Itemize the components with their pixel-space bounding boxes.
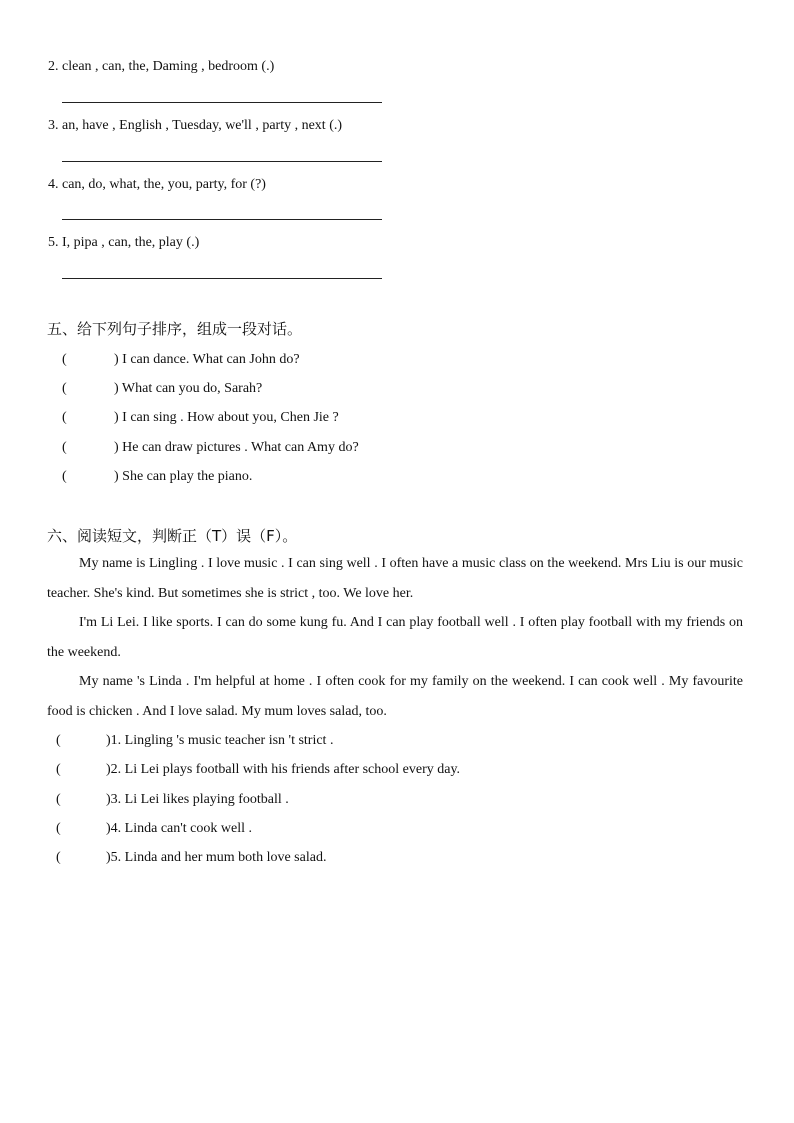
dialogue-line-2[interactable]: [62, 380, 262, 398]
reorder-item-2: 2. clean , can, the, Daming , bedroom (.): [48, 59, 275, 74]
tf-question-5[interactable]: [56, 849, 326, 867]
reading-paragraph-3: [47, 667, 743, 726]
reading-paragraph-1: [47, 549, 743, 608]
dialogue-text: ) I can sing . How about you, Chen Jie ?: [114, 410, 339, 425]
reorder-item-3: 3. an, have , English , Tuesday, we'll , party , next (.): [48, 118, 343, 133]
tf-question-1[interactable]: [56, 732, 333, 750]
answer-paren: (: [56, 792, 61, 807]
section-6-heading: 六、阅读短文，判断正（T）误（F）。: [47, 527, 298, 545]
answer-line-2[interactable]: [62, 102, 382, 103]
question-text: )4. Linda can't cook well .: [106, 821, 252, 836]
answer-line-5[interactable]: [62, 278, 382, 279]
question-text: )5. Linda and her mum both love salad.: [106, 850, 327, 865]
tf-question-4[interactable]: [56, 820, 252, 838]
answer-paren: (: [62, 440, 67, 455]
dialogue-text: ) She can play the piano.: [114, 469, 253, 484]
answer-paren: (: [56, 733, 61, 748]
dialogue-line-4[interactable]: [62, 439, 359, 457]
reorder-item-5: 5. I, pipa , can, the, play (.): [48, 235, 200, 250]
section-5-heading: 五、给下列句子排序，组成一段对话。: [47, 320, 303, 338]
answer-paren: (: [62, 410, 67, 425]
question-text: )1. Lingling 's music teacher isn 't strict .: [106, 733, 334, 748]
question-text: )2. Li Lei plays football with his friends after school every day.: [106, 762, 461, 777]
answer-line-4[interactable]: [62, 219, 382, 220]
question-text: )3. Li Lei likes playing football .: [106, 792, 289, 807]
paragraph-text: My name is Lingling . I love music . I can sing well . I often have a music class on the weekend. Mrs Liu is our music teacher. She's kind. But sometimes she is strict , too. We love her.: [47, 556, 743, 601]
paragraph-text: I'm Li Lei. I like sports. I can do some kung fu. And I can play football well . I often play football with my friends on the weekend.: [47, 615, 743, 660]
dialogue-line-3[interactable]: [62, 409, 339, 427]
reading-paragraph-2: [47, 608, 743, 667]
answer-paren: (: [56, 762, 61, 777]
paragraph-text: My name 's Linda . I'm helpful at home . I often cook for my family on the weekend. I can cook well . My favourite food is chicken . And I love salad. My mum loves salad, too.: [47, 674, 743, 719]
dialogue-text: ) I can dance. What can John do?: [114, 352, 300, 367]
dialogue-line-1[interactable]: [62, 351, 300, 369]
answer-paren: (: [62, 381, 67, 396]
dialogue-text: ) He can draw pictures . What can Amy do?: [114, 440, 359, 455]
answer-paren: (: [56, 821, 61, 836]
reorder-item-4: 4. can, do, what, the, you, party, for (?): [48, 177, 266, 192]
dialogue-text: ) What can you do, Sarah?: [114, 381, 263, 396]
answer-paren: (: [56, 850, 61, 865]
tf-question-2[interactable]: [56, 761, 460, 779]
answer-paren: (: [62, 352, 67, 367]
answer-paren: (: [62, 469, 67, 484]
dialogue-line-5[interactable]: [62, 468, 252, 486]
tf-question-3[interactable]: [56, 791, 289, 809]
answer-line-3[interactable]: [62, 161, 382, 162]
